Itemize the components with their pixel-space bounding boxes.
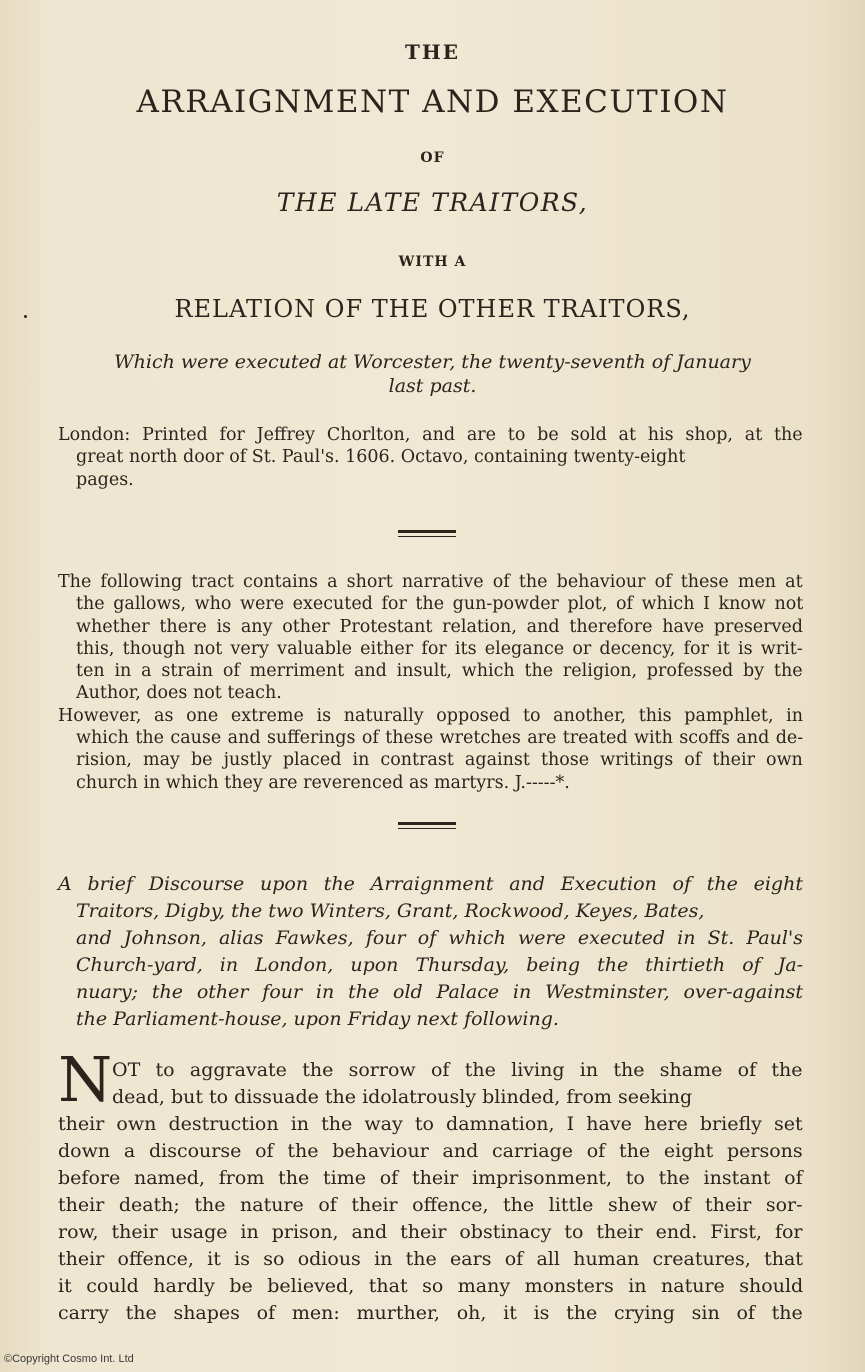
intro-line: Author, does not teach. <box>76 683 282 704</box>
imprint-line: pages. <box>76 469 134 490</box>
title-with-a: WITH A <box>398 254 467 270</box>
divider-rule <box>398 822 456 829</box>
title-main: ARRAIGNMENT AND EXECUTION <box>136 84 729 120</box>
discourse-line: A brief Discourse upon the Arraignment and Execution of the eight <box>58 873 803 895</box>
body-line: carry the shapes of men: murther, oh, it is the crying sin of the <box>58 1302 803 1324</box>
title-which-executed <box>75 350 790 398</box>
discourse-line: Traitors, Digby, the two Winters, Grant, Rockwood, Keyes, Bates, <box>76 900 705 922</box>
intro-line: the gallows, who were executed for the gun-powder plot, of which I know not <box>76 594 804 615</box>
body-line: dead, but to dissuade the idolatrously blinded, from seeking <box>112 1086 693 1108</box>
body-line: row, their usage in prison, and their obstinacy to their end. First, for <box>58 1221 803 1243</box>
body-line: their offence, it is so odious in the ears of all human creatures, that <box>58 1248 803 1270</box>
body-line: before named, from the time of their imprisonment, to the instant of <box>58 1167 803 1189</box>
which-line: Which were executed at Worcester, the twenty-seventh of January <box>114 351 751 373</box>
editor-introduction <box>58 571 803 794</box>
title-the: THE <box>404 40 461 64</box>
title-relation: RELATION OF THE OTHER TRAITORS, <box>174 295 691 323</box>
discourse-line: and Johnson, alias Fawkes, four of which were executed in St. Paul's <box>76 927 803 949</box>
discourse-line: nuary; the other four in the old Palace in Westminster, over-against <box>76 981 803 1003</box>
discourse-line: the Parliament-house, upon Friday next following. <box>76 1008 559 1030</box>
imprint-line: London: Printed for Jeffrey Chorlton, and are to be sold at his shop, at the <box>58 425 803 445</box>
imprint-line: great north door of St. Paul's. 1606. Octavo, containing twenty-eight <box>76 447 686 468</box>
discourse-line: Church-yard, in London, upon Thursday, being the thirtieth of Ja- <box>76 954 804 976</box>
drop-cap: N <box>58 1043 113 1116</box>
intro-line: ten in a strain of merriment and insult, which the religion, professed by the <box>76 661 803 682</box>
body-line: OT to aggravate the sorrow of the living in the shame of the <box>112 1059 803 1081</box>
which-line: last past. <box>388 375 477 397</box>
body-text <box>58 1057 803 1327</box>
body-line: their own destruction in the way to damnation, I have here briefly set <box>58 1113 803 1135</box>
intro-line: whether there is any other Protestant relation, and therefore have preserved <box>76 616 803 637</box>
body-line: down a discourse of the behaviour and carriage of the eight persons <box>58 1140 803 1162</box>
divider-rule <box>398 530 456 537</box>
intro-line: church in which they are reverenced as martyrs. J.-----*. <box>76 772 570 793</box>
title-late-traitors: THE LATE TRAITORS, <box>276 188 589 217</box>
intro-line: this, though not very valuable either for its elegance or decency, for it is writ- <box>76 638 803 659</box>
imprint <box>58 424 803 491</box>
intro-line: The following tract contains a short narrative of the behaviour of these men at <box>58 572 803 592</box>
intro-line: However, as one extreme is naturally opposed to another, this pamphlet, in <box>58 705 804 726</box>
intro-line: which the cause and sufferings of these wretches are treated with scoffs and de- <box>76 728 804 749</box>
title-of: OF <box>420 150 445 166</box>
copyright-watermark: ©Copyright Cosmo Int. Ltd <box>4 1353 134 1365</box>
body-line: it could hardly be believed, that so many monsters in nature should <box>58 1275 804 1297</box>
discourse-heading <box>58 871 803 1033</box>
intro-line: rision, may be justly placed in contrast against those writings of their own <box>76 750 803 771</box>
body-line: their death; the nature of their offence, the little shew of their sor- <box>58 1194 803 1216</box>
